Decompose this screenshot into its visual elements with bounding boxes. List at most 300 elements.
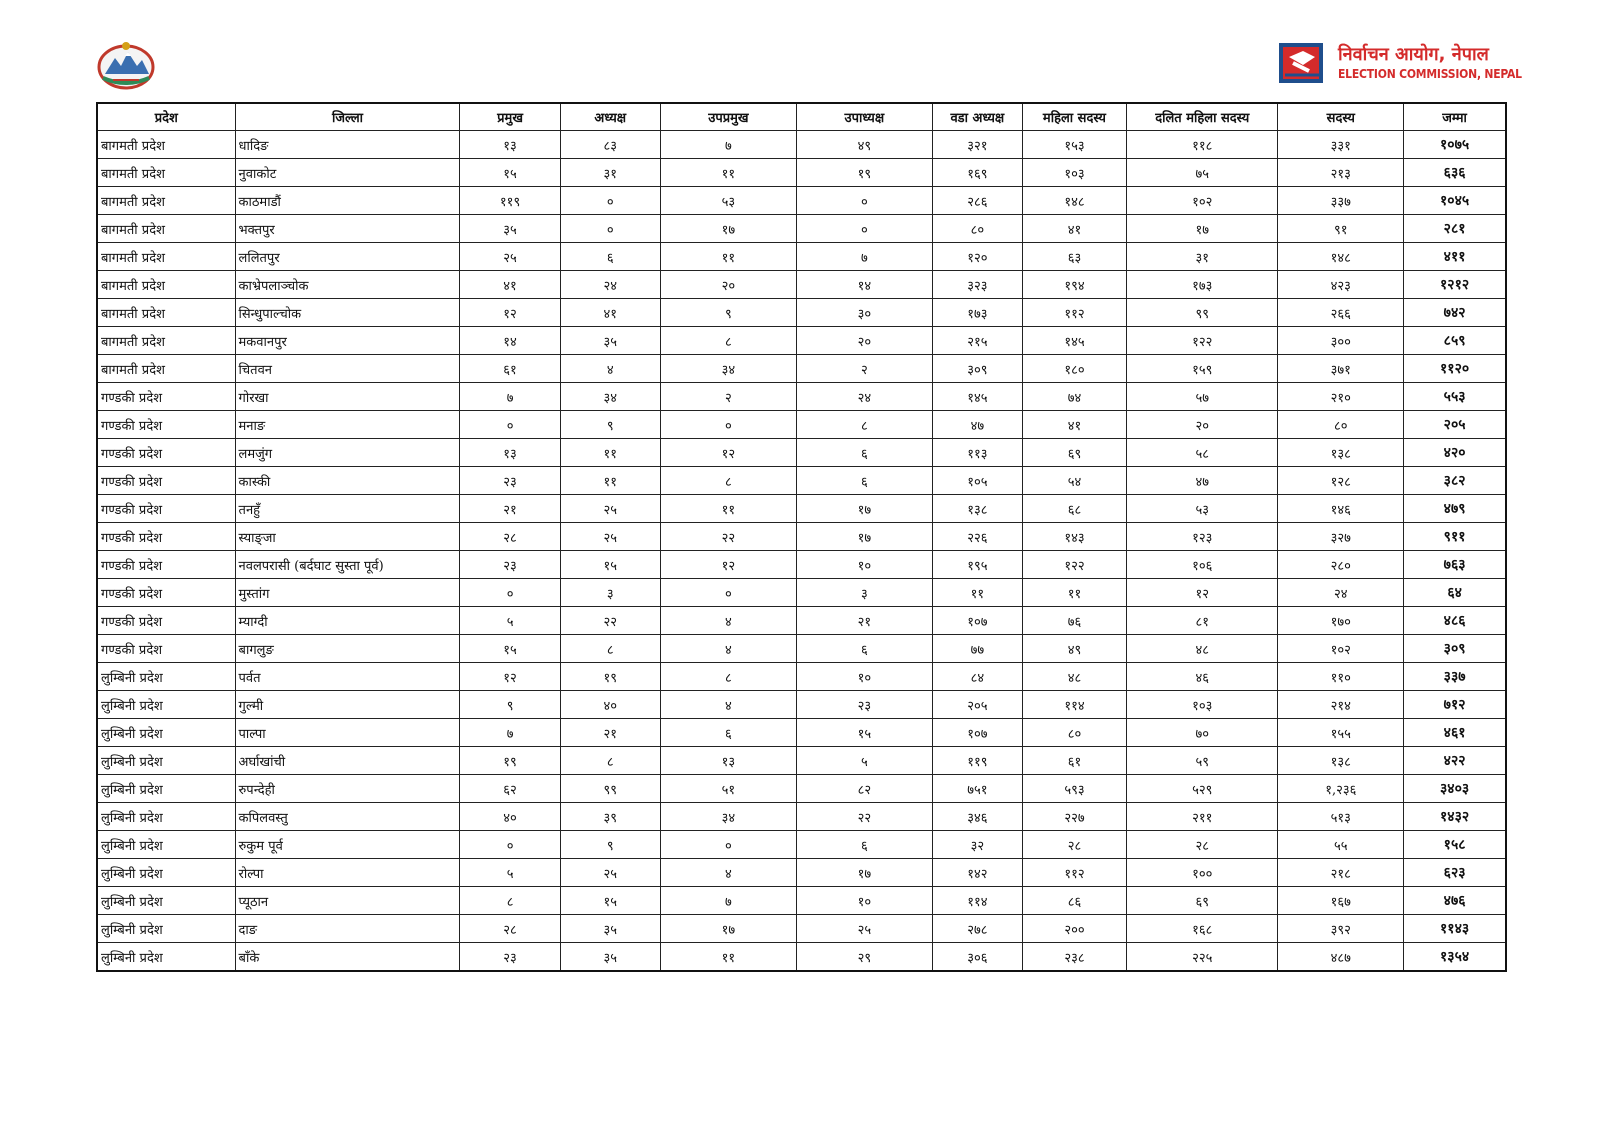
cell-chair: ८ [560,635,660,663]
cell-district: स्याङ्जा [235,523,460,551]
cell-vice-chair: १७ [796,523,932,551]
cell-district: प्यूठान [235,887,460,915]
cell-ward-chair: २१५ [932,327,1022,355]
cell-total: १५८ [1404,831,1506,859]
cell-deputy-mayor: ५३ [660,187,796,215]
cell-mayor: ४१ [460,271,560,299]
cell-member: ३२७ [1278,523,1404,551]
cell-dalit-female-member: ७५ [1127,159,1278,187]
cell-mayor: १५ [460,635,560,663]
cell-member: १,२३६ [1278,775,1404,803]
cell-ward-chair: ३२३ [932,271,1022,299]
cell-total: ३३७ [1404,663,1506,691]
cell-female-member: ५९३ [1022,775,1126,803]
cell-ward-chair: १४२ [932,859,1022,887]
cell-member: १०२ [1278,635,1404,663]
cell-district: कास्की [235,467,460,495]
cell-total: ४७९ [1404,495,1506,523]
cell-district: तनहुँ [235,495,460,523]
cell-chair: ११ [560,439,660,467]
cell-female-member: २३८ [1022,943,1126,972]
cell-province: बागमती प्रदेश [97,355,235,383]
cell-deputy-mayor: २२ [660,523,796,551]
cell-deputy-mayor: ४ [660,635,796,663]
cell-vice-chair: १० [796,663,932,691]
cell-ward-chair: १२० [932,243,1022,271]
cell-female-member: २०० [1022,915,1126,943]
cell-district: रुपन्देही [235,775,460,803]
cell-vice-chair: २१ [796,607,932,635]
table-row [97,299,1506,327]
column-header-chair: अध्यक्ष [560,103,660,131]
cell-province: गण्डकी प्रदेश [97,551,235,579]
cell-dalit-female-member: ५२९ [1127,775,1278,803]
table-row [97,355,1506,383]
cell-mayor: २३ [460,551,560,579]
cell-district: कपिलवस्तु [235,803,460,831]
cell-total: ६३६ [1404,159,1506,187]
table-row [97,803,1506,831]
cell-female-member: ७६ [1022,607,1126,635]
cell-province: लुम्बिनी प्रदेश [97,663,235,691]
cell-district: चितवन [235,355,460,383]
cell-ward-chair: ७५१ [932,775,1022,803]
cell-ward-chair: २७८ [932,915,1022,943]
cell-chair: ८ [560,747,660,775]
cell-ward-chair: १३८ [932,495,1022,523]
cell-total: ३८२ [1404,467,1506,495]
cell-vice-chair: ३० [796,299,932,327]
cell-member: ३०० [1278,327,1404,355]
cell-total: ९११ [1404,523,1506,551]
cell-ward-chair: २८६ [932,187,1022,215]
cell-total: ६४ [1404,579,1506,607]
cell-dalit-female-member: १५९ [1127,355,1278,383]
cell-chair: २५ [560,859,660,887]
cell-ward-chair: ८० [932,215,1022,243]
cell-deputy-mayor: ० [660,831,796,859]
cell-mayor: ४० [460,803,560,831]
cell-province: लुम्बिनी प्रदेश [97,775,235,803]
cell-mayor: १३ [460,131,560,159]
cell-total: १०७५ [1404,131,1506,159]
cell-dalit-female-member: ५३ [1127,495,1278,523]
cell-female-member: ४९ [1022,635,1126,663]
cell-vice-chair: ३ [796,579,932,607]
cell-chair: २४ [560,271,660,299]
table-row [97,663,1506,691]
cell-deputy-mayor: ८ [660,327,796,355]
cell-member: २१४ [1278,691,1404,719]
cell-province: लुम्बिनी प्रदेश [97,803,235,831]
cell-district: अर्घाखांची [235,747,460,775]
cell-deputy-mayor: ६ [660,719,796,747]
cell-total: १०४५ [1404,187,1506,215]
cell-province: बागमती प्रदेश [97,159,235,187]
cell-chair: ० [560,215,660,243]
cell-female-member: ४१ [1022,411,1126,439]
cell-dalit-female-member: ७० [1127,719,1278,747]
cell-member: २८० [1278,551,1404,579]
cell-chair: २२ [560,607,660,635]
cell-female-member: १४५ [1022,327,1126,355]
cell-female-member: १४८ [1022,187,1126,215]
cell-member: १४६ [1278,495,1404,523]
column-header-deputy-mayor: उपप्रमुख [660,103,796,131]
cell-mayor: ७ [460,383,560,411]
commission-name-nepali: निर्वाचन आयोग, नेपाल [1338,44,1489,65]
cell-female-member: ६९ [1022,439,1126,467]
table-row [97,411,1506,439]
cell-dalit-female-member: ५८ [1127,439,1278,467]
cell-deputy-mayor: १७ [660,215,796,243]
cell-mayor: ० [460,579,560,607]
cell-district: गुल्मी [235,691,460,719]
cell-member: १३८ [1278,747,1404,775]
cell-vice-chair: ६ [796,467,932,495]
cell-mayor: ६१ [460,355,560,383]
table-row [97,635,1506,663]
cell-total: ११४३ [1404,915,1506,943]
commission-name-english: ELECTION COMMISSION, NEPAL [1338,67,1522,81]
cell-member: ३९२ [1278,915,1404,943]
table-row [97,747,1506,775]
cell-deputy-mayor: ४ [660,859,796,887]
cell-female-member: ८० [1022,719,1126,747]
cell-vice-chair: २० [796,327,932,355]
cell-district: पर्वत [235,663,460,691]
cell-female-member: ११ [1022,579,1126,607]
cell-deputy-mayor: ८ [660,467,796,495]
cell-dalit-female-member: ४८ [1127,635,1278,663]
cell-province: लुम्बिनी प्रदेश [97,719,235,747]
cell-province: बागमती प्रदेश [97,299,235,327]
cell-ward-chair: १९५ [932,551,1022,579]
cell-female-member: ११४ [1022,691,1126,719]
cell-mayor: ५ [460,859,560,887]
cell-total: ८५९ [1404,327,1506,355]
cell-vice-chair: १९ [796,159,932,187]
cell-dalit-female-member: ३१ [1127,243,1278,271]
cell-member: १३८ [1278,439,1404,467]
cell-ward-chair: ३०९ [932,355,1022,383]
table-row [97,691,1506,719]
cell-member: १६७ [1278,887,1404,915]
cell-vice-chair: १४ [796,271,932,299]
cell-chair: १९ [560,663,660,691]
cell-mayor: १४ [460,327,560,355]
cell-deputy-mayor: १७ [660,915,796,943]
cell-vice-chair: २५ [796,915,932,943]
cell-province: लुम्बिनी प्रदेश [97,859,235,887]
cell-chair: ३१ [560,159,660,187]
cell-chair: २५ [560,523,660,551]
cell-total: ११२० [1404,355,1506,383]
cell-total: ५५३ [1404,383,1506,411]
cell-dalit-female-member: १७ [1127,215,1278,243]
cell-chair: ११ [560,467,660,495]
cell-female-member: ६१ [1022,747,1126,775]
column-header-mayor: प्रमुख [460,103,560,131]
cell-chair: ९९ [560,775,660,803]
cell-deputy-mayor: २ [660,383,796,411]
cell-province: लुम्बिनी प्रदेश [97,915,235,943]
cell-member: १२८ [1278,467,1404,495]
cell-member: ४२३ [1278,271,1404,299]
cell-ward-chair: ११ [932,579,1022,607]
cell-deputy-mayor: १२ [660,439,796,467]
cell-total: २८१ [1404,215,1506,243]
cell-deputy-mayor: ७ [660,131,796,159]
cell-female-member: १०३ [1022,159,1126,187]
cell-dalit-female-member: १२२ [1127,327,1278,355]
table-row [97,887,1506,915]
cell-dalit-female-member: १६८ [1127,915,1278,943]
cell-total: २०५ [1404,411,1506,439]
cell-chair: ० [560,187,660,215]
election-commission-title [1338,44,1522,82]
cell-province: लुम्बिनी प्रदेश [97,747,235,775]
table-row [97,467,1506,495]
cell-vice-chair: १७ [796,859,932,887]
cell-chair: ३५ [560,943,660,972]
cell-female-member: १९४ [1022,271,1126,299]
cell-ward-chair: ४७ [932,411,1022,439]
cell-total: ४११ [1404,243,1506,271]
cell-female-member: २८ [1022,831,1126,859]
cell-mayor: ३५ [460,215,560,243]
cell-female-member: १५३ [1022,131,1126,159]
cell-chair: ४ [560,355,660,383]
cell-dalit-female-member: १२३ [1127,523,1278,551]
cell-vice-chair: ० [796,187,932,215]
cell-vice-chair: १० [796,887,932,915]
cell-total: ७६३ [1404,551,1506,579]
cell-total: ३०९ [1404,635,1506,663]
table-row [97,495,1506,523]
cell-ward-chair: ११३ [932,439,1022,467]
cell-mayor: ० [460,411,560,439]
cell-member: ५५ [1278,831,1404,859]
cell-mayor: ५ [460,607,560,635]
cell-total: १४३२ [1404,803,1506,831]
cell-vice-chair: १७ [796,495,932,523]
cell-district: धादिङ [235,131,460,159]
cell-district: मुस्तांग [235,579,460,607]
cell-member: ३७१ [1278,355,1404,383]
cell-chair: ६ [560,243,660,271]
table-row [97,775,1506,803]
cell-female-member: ४८ [1022,663,1126,691]
cell-vice-chair: ० [796,215,932,243]
cell-district: सिन्धुपाल्चोक [235,299,460,327]
cell-mayor: १३ [460,439,560,467]
cell-member: ४८७ [1278,943,1404,972]
cell-vice-chair: ८२ [796,775,932,803]
cell-district: म्याग्दी [235,607,460,635]
cell-deputy-mayor: ० [660,579,796,607]
table-row [97,579,1506,607]
cell-district: भक्तपुर [235,215,460,243]
cell-member: १५५ [1278,719,1404,747]
cell-province: बागमती प्रदेश [97,215,235,243]
cell-mayor: ८ [460,887,560,915]
cell-dalit-female-member: ४७ [1127,467,1278,495]
cell-ward-chair: ३२ [932,831,1022,859]
cell-mayor: १२ [460,299,560,327]
table-row [97,859,1506,887]
table-row [97,131,1506,159]
cell-vice-chair: २ [796,355,932,383]
cell-chair: ९ [560,411,660,439]
column-header-member: सदस्य [1278,103,1404,131]
cell-district: पाल्पा [235,719,460,747]
cell-vice-chair: २४ [796,383,932,411]
cell-deputy-mayor: ३४ [660,803,796,831]
cell-dalit-female-member: १२ [1127,579,1278,607]
cell-dalit-female-member: ६९ [1127,887,1278,915]
cell-deputy-mayor: ११ [660,943,796,972]
cell-chair: ४० [560,691,660,719]
cell-dalit-female-member: ९९ [1127,299,1278,327]
cell-female-member: १८० [1022,355,1126,383]
cell-deputy-mayor: १२ [660,551,796,579]
cell-mayor: ६२ [460,775,560,803]
cell-ward-chair: ३२१ [932,131,1022,159]
cell-ward-chair: ११४ [932,887,1022,915]
cell-deputy-mayor: ११ [660,159,796,187]
cell-female-member: ५४ [1022,467,1126,495]
cell-vice-chair: २३ [796,691,932,719]
cell-chair: २१ [560,719,660,747]
cell-vice-chair: २२ [796,803,932,831]
cell-ward-chair: १०७ [932,607,1022,635]
cell-total: ७४२ [1404,299,1506,327]
cell-vice-chair: २९ [796,943,932,972]
cell-female-member: ४१ [1022,215,1126,243]
cell-district: रोल्पा [235,859,460,887]
cell-province: गण्डकी प्रदेश [97,523,235,551]
cell-dalit-female-member: १७३ [1127,271,1278,299]
cell-district: नुवाकोट [235,159,460,187]
cell-province: बागमती प्रदेश [97,187,235,215]
cell-vice-chair: ४९ [796,131,932,159]
cell-deputy-mayor: ७ [660,887,796,915]
cell-mayor: २५ [460,243,560,271]
cell-member: ८० [1278,411,1404,439]
cell-member: २१३ [1278,159,1404,187]
cell-mayor: ७ [460,719,560,747]
cell-deputy-mayor: २० [660,271,796,299]
cell-province: लुम्बिनी प्रदेश [97,943,235,972]
cell-district: बागलुङ [235,635,460,663]
cell-member: २४ [1278,579,1404,607]
cell-chair: ३४ [560,383,660,411]
cell-dalit-female-member: ११८ [1127,131,1278,159]
cell-vice-chair: ६ [796,635,932,663]
table-row [97,943,1506,972]
cell-total: १२१२ [1404,271,1506,299]
cell-deputy-mayor: ३४ [660,355,796,383]
cell-deputy-mayor: ५१ [660,775,796,803]
cell-chair: ३ [560,579,660,607]
cell-province: लुम्बिनी प्रदेश [97,887,235,915]
cell-ward-chair: ८४ [932,663,1022,691]
cell-vice-chair: ६ [796,831,932,859]
table-row [97,607,1506,635]
cell-female-member: ११२ [1022,299,1126,327]
table-row [97,187,1506,215]
table-row [97,551,1506,579]
cell-member: ९१ [1278,215,1404,243]
column-header-vice-chair: उपाध्यक्ष [796,103,932,131]
cell-province: गण्डकी प्रदेश [97,383,235,411]
column-header-province: प्रदेश [97,103,235,131]
cell-total: ४८६ [1404,607,1506,635]
cell-ward-chair: ३०६ [932,943,1022,972]
cell-dalit-female-member: १०२ [1127,187,1278,215]
cell-ward-chair: २०५ [932,691,1022,719]
table-body [97,131,1506,972]
cell-mayor: २८ [460,523,560,551]
cell-total: ४६१ [1404,719,1506,747]
cell-chair: १५ [560,887,660,915]
cell-district: मकवानपुर [235,327,460,355]
cell-mayor: १२ [460,663,560,691]
cell-dalit-female-member: २८ [1127,831,1278,859]
column-header-dalit-female-member: दलित महिला सदस्य [1127,103,1278,131]
cell-province: गण्डकी प्रदेश [97,467,235,495]
cell-female-member: ७४ [1022,383,1126,411]
cell-dalit-female-member: ५७ [1127,383,1278,411]
cell-mayor: १५ [460,159,560,187]
cell-ward-chair: ११९ [932,747,1022,775]
table-row [97,383,1506,411]
cell-female-member: ८६ [1022,887,1126,915]
cell-vice-chair: ५ [796,747,932,775]
cell-total: ४२२ [1404,747,1506,775]
cell-district: काठमाडौं [235,187,460,215]
cell-chair: १५ [560,551,660,579]
cell-district: रुकुम पूर्व [235,831,460,859]
table-row [97,327,1506,355]
cell-mayor: ११९ [460,187,560,215]
cell-chair: ३९ [560,803,660,831]
column-header-total: जम्मा [1404,103,1506,131]
cell-mayor: ९ [460,691,560,719]
column-header-ward-chair: वडा अध्यक्ष [932,103,1022,131]
cell-member: १७० [1278,607,1404,635]
cell-chair: ९ [560,831,660,859]
cell-deputy-mayor: ११ [660,495,796,523]
cell-district: ललितपुर [235,243,460,271]
cell-province: बागमती प्रदेश [97,243,235,271]
cell-deputy-mayor: ४ [660,607,796,635]
cell-chair: ८३ [560,131,660,159]
cell-female-member: १४३ [1022,523,1126,551]
cell-chair: २५ [560,495,660,523]
table-header-row [97,103,1506,131]
cell-province: गण्डकी प्रदेश [97,495,235,523]
cell-dalit-female-member: १०६ [1127,551,1278,579]
cell-member: ३३१ [1278,131,1404,159]
cell-member: ५१३ [1278,803,1404,831]
cell-ward-chair: १०५ [932,467,1022,495]
cell-district: काभ्रेपलाञ्चोक [235,271,460,299]
table-row [97,215,1506,243]
cell-total: ४७६ [1404,887,1506,915]
cell-total: १३५४ [1404,943,1506,972]
